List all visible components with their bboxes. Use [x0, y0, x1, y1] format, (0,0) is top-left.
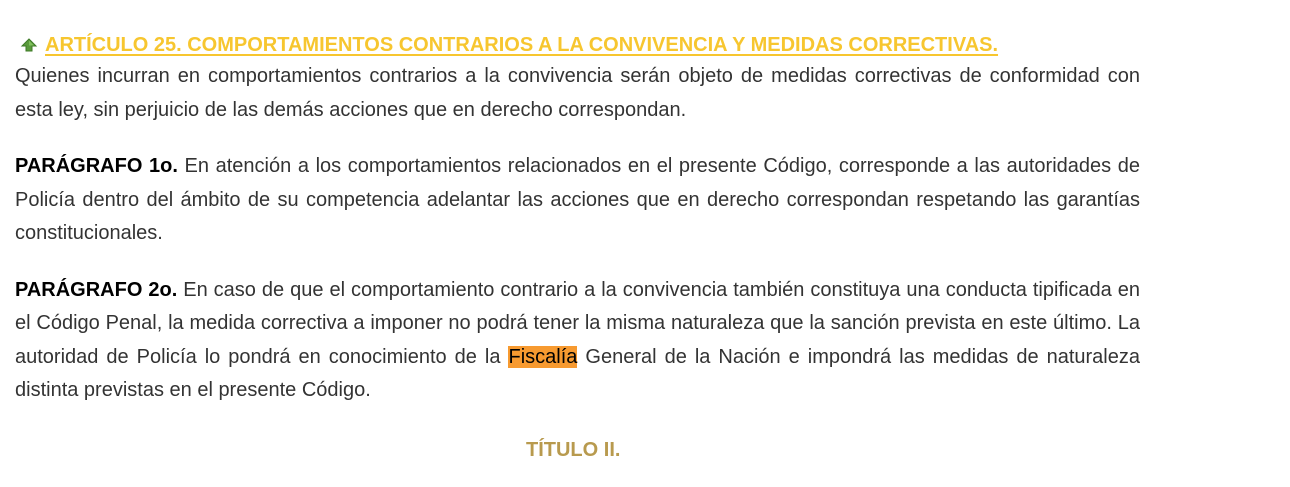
article-title-link[interactable]: ARTÍCULO 25. COMPORTAMIENTOS CONTRARIOS A LA CONVIVENCIA Y MEDIDAS CORRECTIVAS. [45, 34, 999, 56]
document-page [15, 0, 1140, 408]
article-body: Quienes incurran en comportamientos contrarios a la convivencia serán objeto de medidas correctivas de conformidad con esta ley, sin perjuicio de las demás acciones que en derecho correspondan. [15, 65, 1140, 121]
paragraph-2 [15, 274, 1140, 408]
paragraph-2-label: PARÁGRAFO 2o. [15, 278, 178, 301]
paragraph-1-text: En atención a los comportamientos relacionados en el presente Código, corresponde a las autoridades de Policía dentro del ámbito de su competencia adelantar las acciones que en derecho correspondan respetando las garantías constitucionales. [15, 155, 1140, 244]
article-heading [15, 32, 1140, 58]
previous-text-cutoff [15, 0, 1140, 10]
search-highlight: Fiscalía [508, 345, 578, 368]
paragraph-2-text-before: En caso de que el comportamiento contrario a la convivencia también constituya una conducta tipificada en el Código Penal, la medida correctiva a imponer no podrá tener la misma naturaleza que la sanción prevista en este último. La autoridad de Policía lo pondrá en conocimiento de la [15, 278, 1140, 368]
paragraph-2-text-after: General de la Nación e impondrá las medidas de naturaleza distinta previstas en el presente Código. [15, 345, 1140, 401]
next-title-heading: TÍTULO II. [526, 439, 621, 461]
paragraph-1 [15, 150, 1140, 251]
up-arrow-icon[interactable] [19, 35, 39, 55]
paragraph-1-label: PARÁGRAFO 1o. [15, 155, 178, 177]
